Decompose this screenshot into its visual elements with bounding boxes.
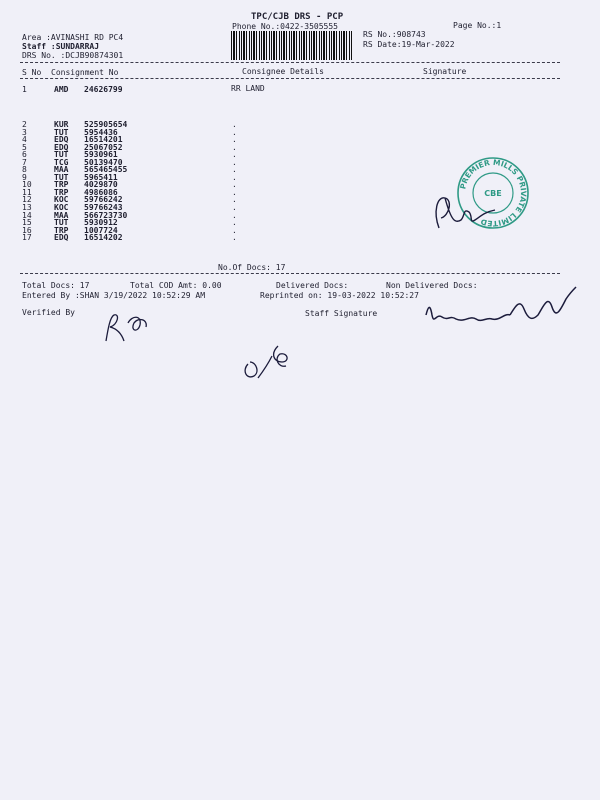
staff-signature-label: Staff Signature bbox=[305, 309, 378, 318]
row-number: 565465455 bbox=[84, 165, 128, 175]
row-consignee-dot: . bbox=[232, 233, 237, 243]
non-delivered-docs: Non Delivered Docs: bbox=[386, 281, 478, 290]
row-sno: 10 bbox=[22, 180, 32, 190]
row-number: 525905654 bbox=[84, 120, 128, 129]
drs-number: DRS No. :DCJB90874301 bbox=[22, 51, 124, 60]
rs-date: RS Date:19-Mar-2022 bbox=[363, 40, 455, 49]
row-sno: 15 bbox=[22, 218, 32, 228]
row-sno: 4 bbox=[22, 135, 27, 145]
row-code: TRP bbox=[54, 187, 69, 197]
row-sno: 12 bbox=[22, 195, 32, 205]
verified-by-label: Verified By bbox=[22, 308, 75, 317]
row-number: 59766242 bbox=[84, 195, 123, 205]
row-sno: 6 bbox=[22, 150, 27, 160]
row-code: TUT bbox=[54, 150, 69, 160]
row-number: 5954436 bbox=[84, 127, 118, 137]
row-consignee-dot: . bbox=[232, 225, 237, 235]
row-consignee-dot: . bbox=[232, 172, 237, 182]
row-consignee-dot: . bbox=[232, 142, 237, 152]
row-number: 50139470 bbox=[84, 157, 123, 167]
row-sno: 16 bbox=[22, 225, 32, 235]
consignee-signature bbox=[425, 190, 505, 235]
staff-signature bbox=[420, 285, 580, 335]
delivered-docs: Delivered Docs: bbox=[276, 281, 349, 290]
stamp-ring-text: PREMIER MILLS PRIVATE LIMITED bbox=[458, 157, 529, 229]
row-number: 566723730 bbox=[84, 210, 128, 220]
row-number: 4029870 bbox=[84, 180, 118, 190]
column-sno: S No bbox=[22, 68, 42, 77]
row-consignee-dot: . bbox=[232, 210, 237, 220]
row-number: 1007724 bbox=[84, 225, 118, 235]
row-number: 5930912 bbox=[84, 218, 118, 228]
row-consignee-dot: . bbox=[232, 218, 237, 228]
document-title: TPC/CJB DRS - PCP bbox=[251, 12, 344, 22]
row-code: TRP bbox=[54, 180, 69, 190]
row-sno: 13 bbox=[22, 203, 32, 213]
column-consignment: Consignment No bbox=[51, 68, 119, 77]
rs-number: RS No.:908743 bbox=[363, 30, 426, 39]
row-code: TUT bbox=[54, 127, 69, 137]
row-sno: 17 bbox=[22, 233, 32, 243]
reprinted-on: Reprinted on: 19-03-2022 10:52:27 bbox=[260, 291, 419, 300]
row-sno: 9 bbox=[22, 172, 27, 182]
page-number: Page No.:1 bbox=[453, 21, 502, 30]
row-consignee-dot: . bbox=[232, 187, 237, 197]
divider bbox=[20, 62, 560, 63]
entered-by: Entered By :SHAN 3/19/2022 10:52:29 AM bbox=[22, 291, 206, 300]
row-sno: 2 bbox=[22, 120, 27, 129]
verifier-signature bbox=[98, 305, 158, 350]
area-label: Area :AVINASHI RD PC4 bbox=[22, 33, 124, 42]
row-number: 24626799 bbox=[84, 85, 123, 94]
row-code: TUT bbox=[54, 172, 69, 182]
initials-signature bbox=[238, 340, 303, 385]
row-code: TCG bbox=[54, 157, 69, 167]
barcode bbox=[231, 31, 353, 60]
row-sno: 11 bbox=[22, 187, 32, 197]
staff-label: Staff :SUNDARRAJ bbox=[22, 42, 100, 51]
total-cod-amount: Total COD Amt: 0.00 bbox=[130, 281, 222, 290]
row-consignee-dot: . bbox=[232, 127, 237, 137]
row-consignee-dot: . bbox=[232, 195, 237, 205]
stamp-center-text: CBE bbox=[484, 189, 502, 198]
column-consignee: Consignee Details bbox=[242, 67, 324, 76]
row-consignee-dot: . bbox=[232, 120, 237, 129]
row-sno: 7 bbox=[22, 157, 27, 167]
row-code: AMD bbox=[54, 85, 69, 94]
no-of-docs: No.Of Docs: 17 bbox=[218, 263, 286, 272]
row-code: TRP bbox=[54, 225, 69, 235]
row-number: 16514202 bbox=[84, 233, 123, 243]
row-consignee-dot: . bbox=[232, 157, 237, 167]
row-code: MAA bbox=[54, 210, 69, 220]
row-sno: 14 bbox=[22, 210, 32, 220]
total-docs: Total Docs: 17 bbox=[22, 281, 90, 290]
row-consignee-dot: . bbox=[232, 203, 237, 213]
row-consignee-dot: . bbox=[232, 165, 237, 175]
row-code: EDQ bbox=[54, 135, 69, 145]
row-number: 25067052 bbox=[84, 142, 123, 152]
row-code: KOC bbox=[54, 195, 69, 205]
row-code: EDQ bbox=[54, 233, 69, 243]
row-code: EDQ bbox=[54, 142, 69, 152]
row-number: 5965411 bbox=[84, 172, 118, 182]
row-consignee-dot: . bbox=[232, 150, 237, 160]
row-sno: 3 bbox=[22, 127, 27, 137]
phone-number: Phone No.:0422-3505555 bbox=[232, 22, 338, 31]
row-sno: 5 bbox=[22, 142, 27, 152]
row-number: 4986086 bbox=[84, 187, 118, 197]
divider bbox=[20, 273, 560, 274]
row-consignee-dot: . bbox=[232, 180, 237, 190]
row-sno: 1 bbox=[22, 85, 27, 94]
divider bbox=[20, 78, 560, 79]
row-consignee-dot: . bbox=[232, 135, 237, 145]
row-sno: 8 bbox=[22, 165, 27, 175]
row-number: 16514201 bbox=[84, 135, 123, 145]
row-code: KOC bbox=[54, 203, 69, 213]
row-consignee: RR LAND bbox=[231, 84, 265, 93]
row-code: TUT bbox=[54, 218, 69, 228]
column-signature: Signature bbox=[423, 67, 467, 76]
row-code: MAA bbox=[54, 165, 69, 175]
row-code: KUR bbox=[54, 120, 69, 129]
row-number: 59766243 bbox=[84, 203, 123, 213]
row-number: 5930961 bbox=[84, 150, 118, 160]
